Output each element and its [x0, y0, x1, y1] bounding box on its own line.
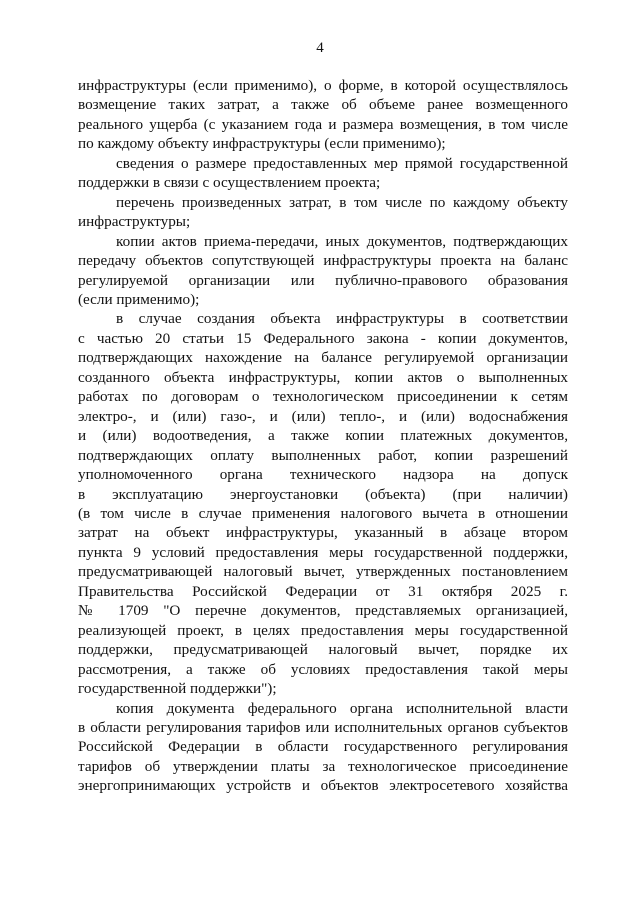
text-line: в эксплуатацию энергоустановки (объекта) (при наличии) [78, 485, 568, 503]
document-body [78, 76, 568, 796]
text-line: электро-, и (или) газо-, и (или) тепло-, и (или) водоснабжения [78, 407, 568, 425]
text-line: и (или) водоотведения, а также копии платежных документов, [78, 427, 568, 445]
text-line: подтверждающих оплату выполненных работ, копии разрешений [78, 446, 568, 464]
text-line: в области регулирования тарифов или исполнительных органов субъектов [78, 718, 568, 736]
page-number: 4 [316, 40, 324, 56]
text-line: (если применимо); [78, 290, 200, 308]
text-line: возмещение таких затрат, а также об объеме ранее возмещенного [78, 96, 568, 114]
text-line: инфраструктуры (если применимо), о форме, в которой осуществлялось [78, 77, 568, 94]
text-line: по каждому объекту инфраструктуры (если применимо); [78, 135, 446, 153]
text-line: передачу объектов сопутствующей инфраструктуры проекта на баланс [78, 252, 568, 270]
text-line: рассмотрения, а также об условиях предоставления такой меры [78, 660, 568, 678]
text-line: затрат на объект инфраструктуры, указанный в абзаце втором [78, 524, 568, 542]
text-line: регулируемой организации или публично-правового образования [78, 271, 568, 289]
text-line: поддержки, предусматривающей налоговый вычет, порядке их [78, 641, 568, 659]
text-line: в случае создания объекта инфраструктуры в соответствии [116, 310, 568, 328]
paragraph [78, 232, 568, 310]
text-line: энергопринимающих устройств и объектов электросетевого хозяйства [78, 777, 568, 795]
text-line: Правительства Российской Федерации от 31 октября 2025 г. [78, 582, 568, 600]
text-line: пункта 9 условий предоставления меры государственной поддержки, [78, 543, 568, 561]
text-line: (в том числе в случае применения налогового вычета в отношении [78, 504, 568, 522]
text-line: с частью 20 статьи 15 Федерального закона - копии документов, [78, 329, 568, 347]
text-line: тарифов об утверждении платы за технологическое присоединение [78, 757, 568, 775]
text-line: № 1709 "О перечне документов, представляемых организацией, [78, 602, 568, 620]
text-line: сведения о размере предоставленных мер прямой государственной [116, 154, 568, 172]
text-line: инфраструктуры; [78, 213, 191, 231]
paragraph [78, 699, 568, 796]
paragraph [78, 76, 568, 154]
text-line: перечень произведенных затрат, в том числе по каждому объекту [116, 193, 568, 211]
text-line: Российской Федерации в области государственного регулирования [78, 738, 568, 756]
text-line: работах по договорам о технологическом присоединении к сетям [78, 388, 568, 406]
text-line: поддержки в связи с осуществлением проекта; [78, 174, 381, 192]
text-line: копии актов приема-передачи, иных документов, подтверждающих [116, 232, 568, 250]
text-line: копия документа федерального органа исполнительной власти [116, 699, 568, 717]
text-line: предусматривающей налоговый вычет, утвержденных постановлением [78, 563, 568, 581]
paragraph [78, 309, 568, 698]
text-line: уполномоченного органа технического надзора на допуск [78, 466, 568, 484]
text-line: созданного объекта инфраструктуры, копии актов о выполненных [78, 368, 568, 386]
paragraph [78, 193, 568, 232]
text-line: реализующей проект, в целях предоставления меры государственной [78, 621, 568, 639]
paragraph [78, 154, 568, 193]
text-line: подтверждающих нахождение на балансе регулируемой организации [78, 349, 568, 367]
text-line: государственной поддержки"); [78, 680, 277, 698]
text-line: реального ущерба (с указанием года и размера возмещения, в том числе [78, 115, 568, 133]
